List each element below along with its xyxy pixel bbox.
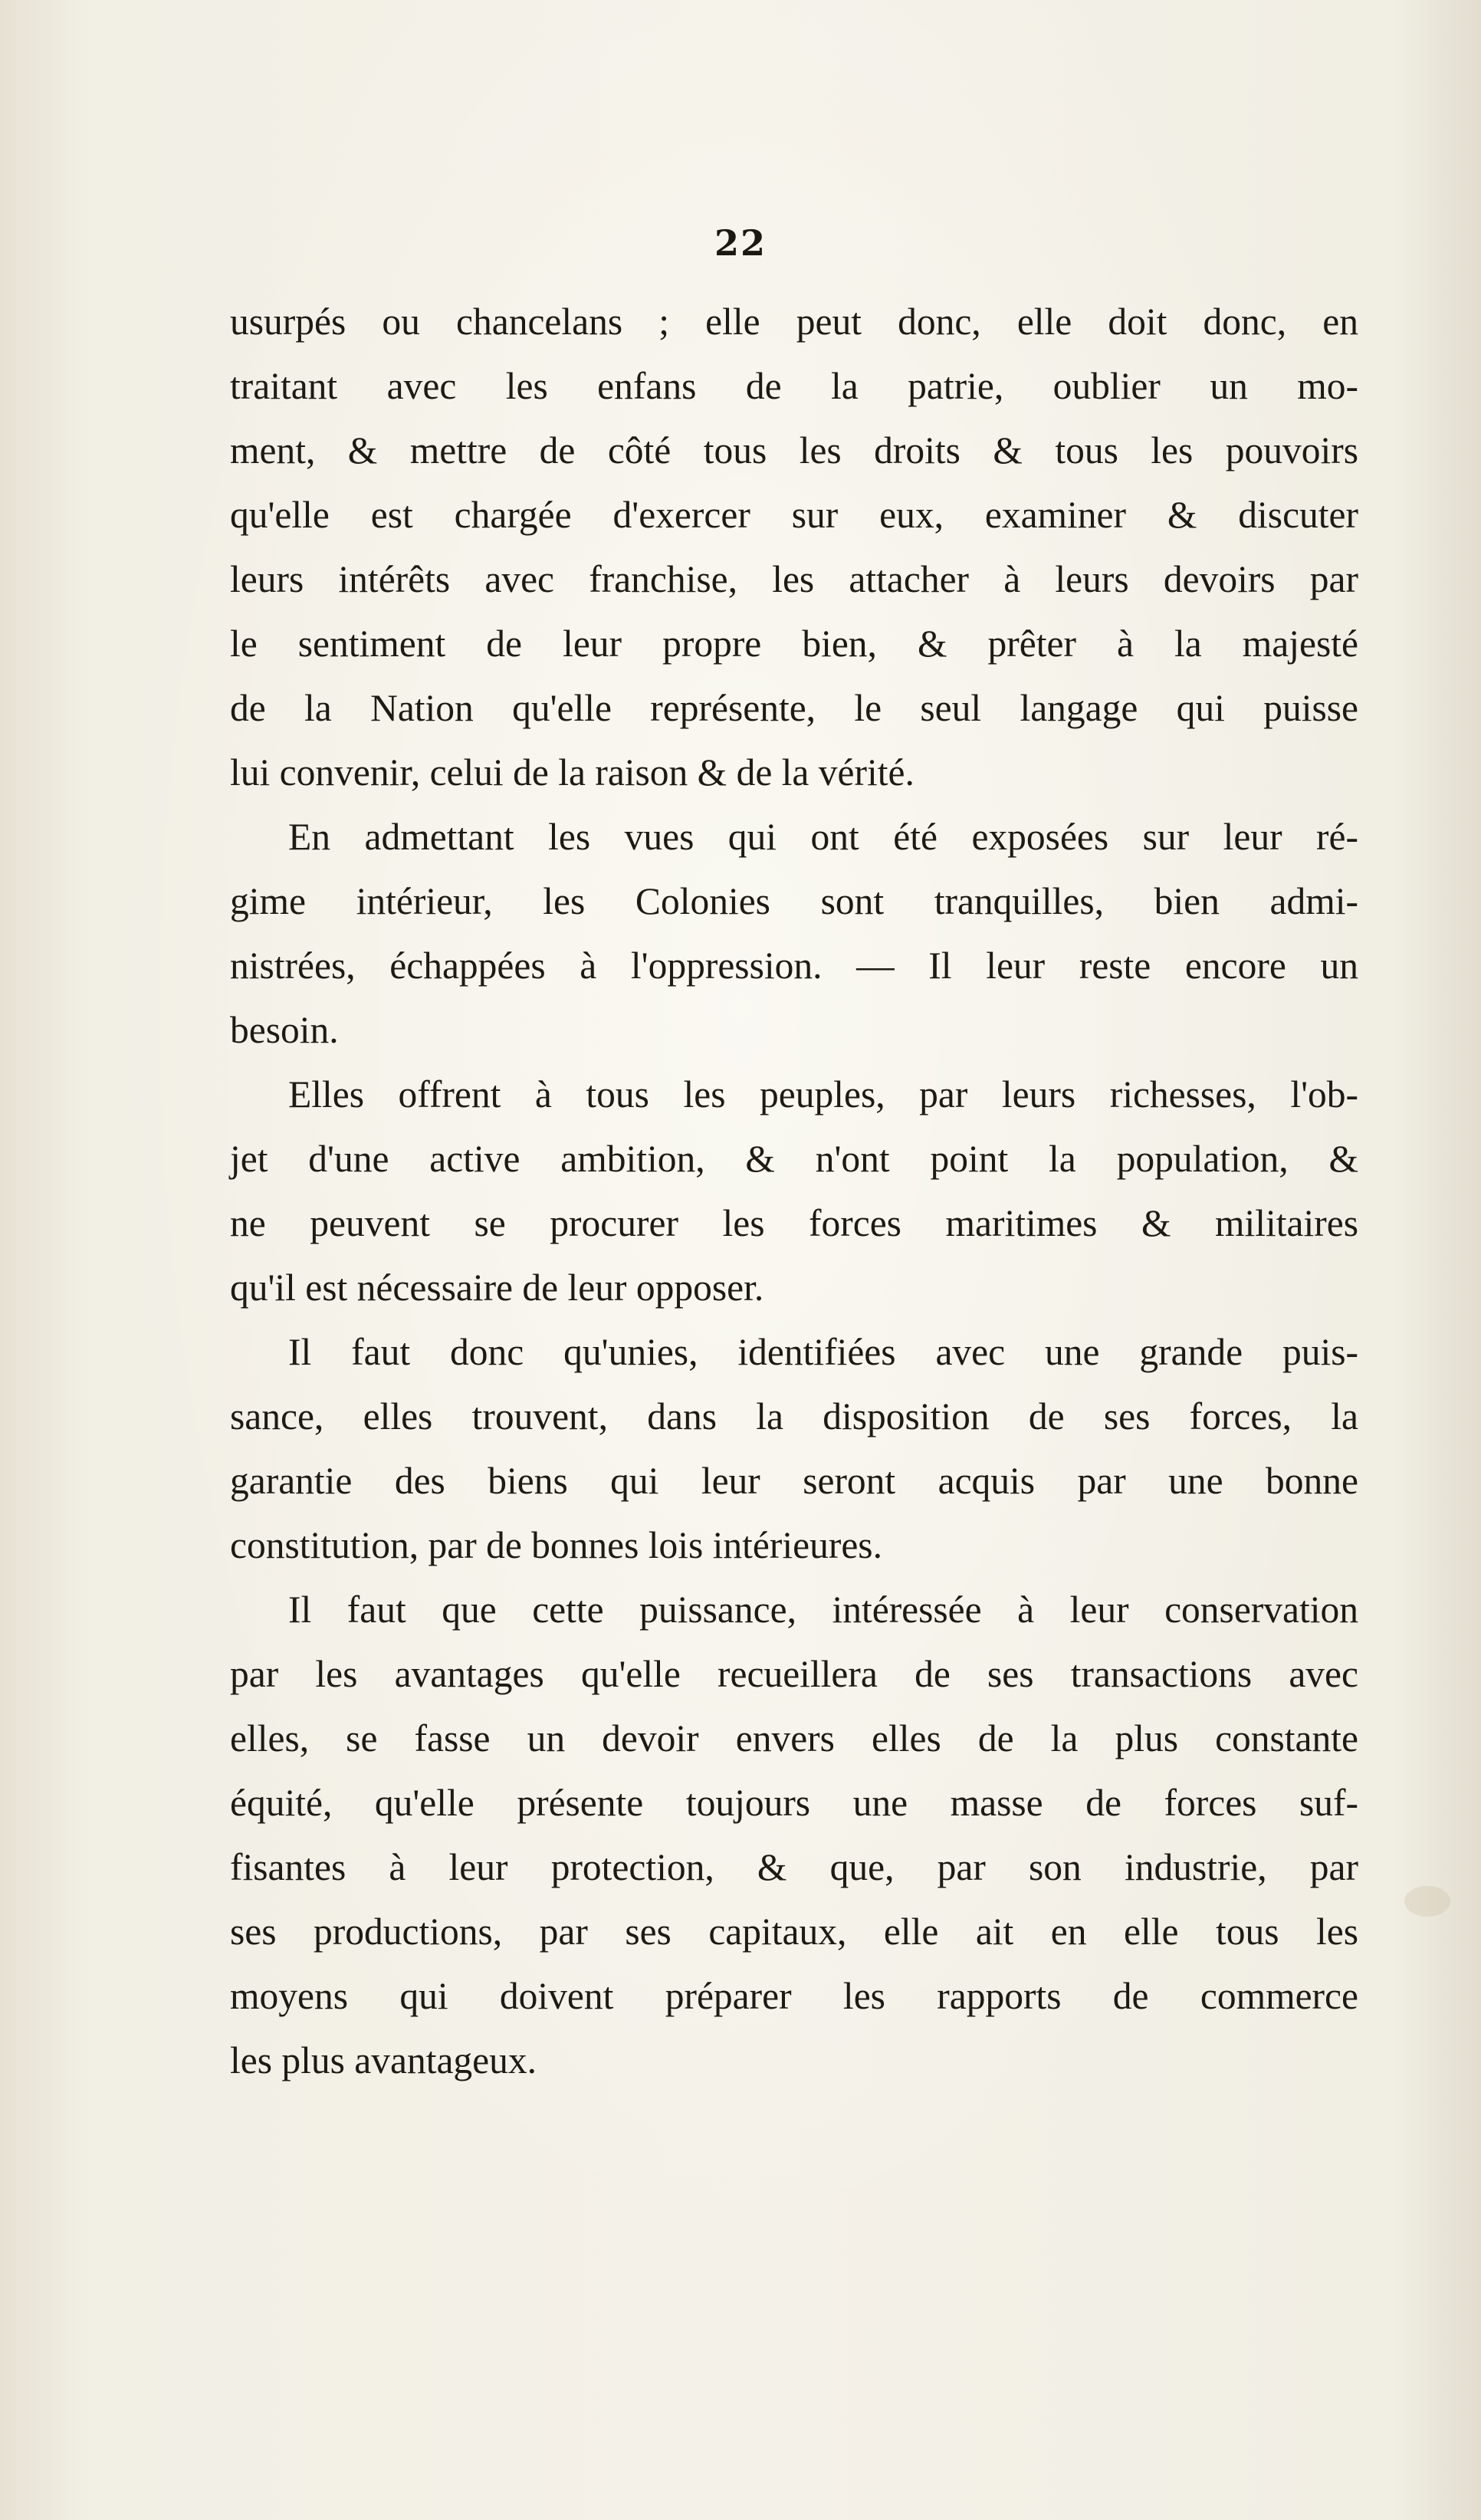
text-line: les plus avantageux. bbox=[230, 2039, 537, 2081]
text-line: sance, elles trouvent, dans la disposition de ses forces, la bbox=[230, 1395, 1358, 1437]
text-line: qu'elle est chargée d'exercer sur eux, examiner & discuter bbox=[230, 494, 1358, 536]
text-line: garantie des biens qui leur seront acquis par une bonne bbox=[230, 1460, 1358, 1502]
text-line: elles, se fasse un devoir envers elles de la plus constante bbox=[230, 1717, 1358, 1759]
text-line: de la Nation qu'elle représente, le seul langage qui puisse bbox=[230, 687, 1358, 729]
text-line: nistrées, échappées à l'oppression. — Il leur reste encore un bbox=[230, 945, 1358, 987]
text-line: ses productions, par ses capitaux, elle ait en elle tous les bbox=[230, 1911, 1358, 1953]
text-line: ment, & mettre de côté tous les droits & tous les pouvoirs bbox=[230, 429, 1358, 471]
paragraph bbox=[230, 1063, 1358, 1320]
paragraph bbox=[230, 1578, 1358, 2093]
text-line: lui convenir, celui de la raison & de la vérité. bbox=[230, 751, 915, 793]
text-line: leurs intérêts avec franchise, les attacher à leurs devoirs par bbox=[230, 558, 1358, 600]
text-line: Il faut que cette puissance, intéressée à leur conservation bbox=[288, 1589, 1358, 1631]
text-line: besoin. bbox=[230, 1009, 339, 1051]
page-number: 22 bbox=[714, 222, 767, 264]
body-text bbox=[230, 290, 1358, 2093]
paragraph bbox=[230, 290, 1358, 805]
text-line: Il faut donc qu'unies, identifiées avec une grande puis- bbox=[288, 1331, 1358, 1373]
text-line: équité, qu'elle présente toujours une masse de forces suf- bbox=[230, 1782, 1358, 1824]
text-line: constitution, par de bonnes lois intérieures. bbox=[230, 1524, 882, 1566]
text-line: fisantes à leur protection, & que, par son industrie, par bbox=[230, 1846, 1358, 1888]
text-line: Elles offrent à tous les peuples, par leurs richesses, l'ob- bbox=[288, 1073, 1358, 1115]
text-line: jet d'une active ambition, & n'ont point la population, & bbox=[230, 1138, 1358, 1180]
text-line: gime intérieur, les Colonies sont tranquilles, bien admi- bbox=[230, 880, 1358, 922]
text-line: le sentiment de leur propre bien, & prêter à la majesté bbox=[230, 623, 1358, 665]
paper-stain bbox=[1404, 1886, 1450, 1917]
text-line: moyens qui doivent préparer les rapports de commerce bbox=[230, 1975, 1358, 2017]
text-line: traitant avec les enfans de la patrie, oublier un mo- bbox=[230, 365, 1358, 407]
text-line: usurpés ou chancelans ; elle peut donc, elle doit donc, en bbox=[230, 301, 1358, 343]
paragraph bbox=[230, 805, 1358, 1063]
text-line: par les avantages qu'elle recueillera de ses transactions avec bbox=[230, 1653, 1358, 1695]
text-line: qu'il est nécessaire de leur opposer. bbox=[230, 1267, 764, 1309]
text-line: ne peuvent se procurer les forces maritimes & militaires bbox=[230, 1202, 1358, 1244]
text-line: En admettant les vues qui ont été exposées sur leur ré- bbox=[288, 816, 1358, 858]
paragraph bbox=[230, 1320, 1358, 1578]
